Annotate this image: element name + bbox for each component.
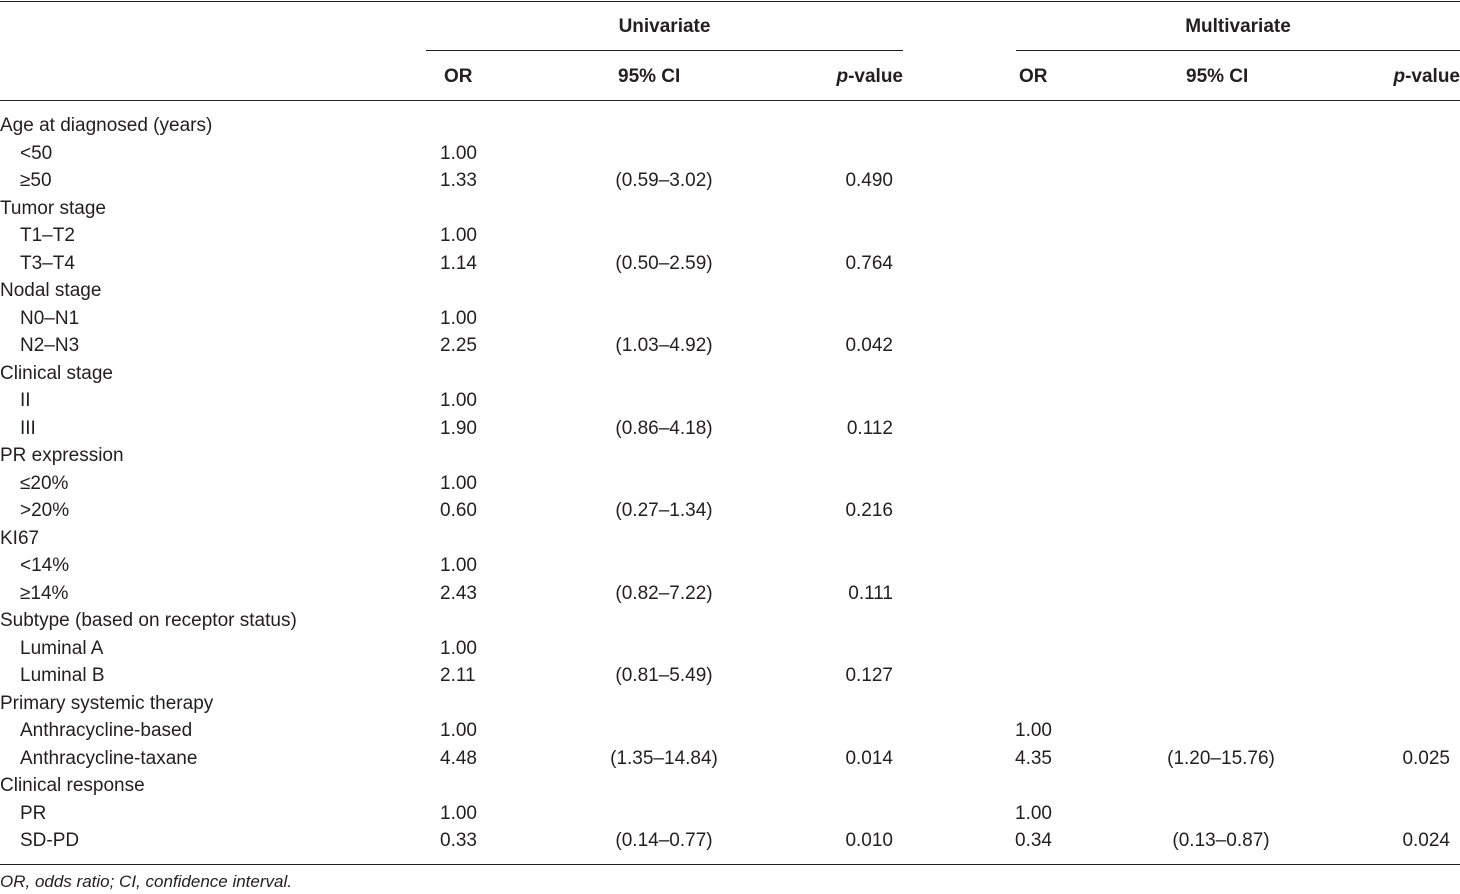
col-header-or-multivariate: OR (1019, 66, 1048, 87)
cell-or-univariate: 1.00 (440, 472, 477, 494)
row-label: <50 (20, 142, 53, 164)
cell-or-univariate: 1.00 (440, 225, 477, 246)
group-label: Nodal stage (0, 280, 102, 301)
cell-or-univariate: 1.00 (440, 307, 477, 329)
cell-or-univariate: 1.00 (440, 637, 477, 659)
row-label: Luminal B (20, 665, 105, 686)
cell-ci-univariate: (0.86–4.18) (615, 417, 713, 439)
cell-or-univariate: 1.14 (440, 252, 477, 274)
cell-pvalue-univariate: 0.111 (848, 582, 893, 604)
row-label: T1–T2 (20, 225, 75, 246)
cell-pvalue-multivariate: 0.025 (1402, 747, 1450, 769)
cell-pvalue-univariate: 0.216 (845, 500, 893, 521)
row-label: Anthracycline-taxane (20, 747, 198, 769)
cell-ci-univariate: (0.82–7.22) (615, 582, 713, 604)
cell-pvalue-multivariate: 0.024 (1402, 830, 1450, 851)
col-header-ci-multivariate: 95% CI (1186, 66, 1249, 87)
group-label: KI67 (0, 527, 40, 549)
cell-or-univariate: 1.00 (440, 802, 477, 824)
row-label: PR (20, 802, 47, 824)
row-label: ≤20% (20, 472, 69, 494)
cell-pvalue-univariate: 0.010 (845, 830, 893, 851)
cell-or-multivariate: 1.00 (1015, 802, 1052, 824)
cell-or-multivariate: 4.35 (1015, 747, 1052, 769)
table-footnote: OR, odds ratio; CI, confidence interval. (0, 872, 292, 891)
table-row (0, 717, 1460, 744)
table-group-row (0, 772, 1460, 799)
cell-pvalue-univariate: 0.127 (845, 665, 893, 686)
row-label: N2–N3 (20, 335, 80, 356)
group-label: Tumor stage (0, 197, 106, 219)
cell-or-univariate: 2.43 (440, 582, 477, 604)
row-label: ≥50 (20, 170, 52, 191)
table-row (0, 140, 1460, 167)
cell-pvalue-univariate: 0.042 (845, 335, 893, 356)
table-row (0, 415, 1460, 442)
row-label: ≥14% (20, 582, 69, 604)
row-label: SD-PD (20, 830, 80, 851)
group-label: Age at diagnosed (years) (0, 115, 213, 136)
pvalue-suffix: -value (848, 66, 903, 87)
cell-or-univariate: 0.60 (440, 500, 477, 521)
cell-or-univariate: 1.00 (440, 390, 477, 411)
col-header-ci-univariate: 95% CI (618, 66, 681, 87)
table-row (0, 662, 1460, 689)
cell-ci-univariate: (1.35–14.84) (610, 747, 718, 769)
cell-pvalue-univariate: 0.112 (846, 417, 893, 439)
table-group-row (0, 277, 1460, 304)
row-label: III (20, 417, 36, 439)
table-group-row (0, 690, 1460, 717)
row-label: Anthracycline-based (20, 720, 193, 741)
cell-or-univariate: 2.25 (440, 335, 477, 356)
table-row (0, 745, 1460, 772)
table-group-row (0, 442, 1460, 469)
cell-or-multivariate: 1.00 (1015, 720, 1052, 741)
pvalue-italic-p: p (836, 66, 849, 87)
cell-ci-univariate: (0.14–0.77) (615, 830, 713, 851)
univariate-span-rule (426, 50, 903, 51)
group-header-univariate: Univariate (618, 16, 711, 37)
cell-or-univariate: 0.33 (440, 830, 477, 851)
table-group-row (0, 525, 1460, 552)
pvalue-suffix: -value (1405, 66, 1460, 87)
cell-ci-multivariate: (0.13–0.87) (1172, 830, 1270, 851)
cell-or-univariate: 1.33 (440, 170, 477, 191)
table-row (0, 387, 1460, 414)
cell-or-univariate: 1.00 (440, 555, 477, 576)
table-top-rule (0, 1, 1460, 2)
cell-pvalue-univariate: 0.490 (845, 170, 893, 191)
header-bottom-rule (0, 100, 1460, 101)
cell-pvalue-univariate: 0.014 (845, 747, 893, 769)
col-header-pvalue-univariate (836, 66, 903, 88)
row-label: II (20, 390, 31, 411)
cell-ci-univariate: (1.03–4.92) (615, 335, 713, 356)
group-label: Clinical stage (0, 362, 113, 384)
row-label: <14% (20, 555, 70, 576)
row-label: T3–T4 (20, 252, 75, 274)
table-group-row (0, 360, 1460, 387)
table-row (0, 332, 1460, 359)
table-group-row (0, 607, 1460, 634)
table-row (0, 635, 1460, 662)
group-label: Primary systemic therapy (0, 692, 214, 714)
pvalue-italic-p: p (1393, 66, 1406, 87)
cell-or-univariate: 4.48 (440, 747, 477, 769)
cell-ci-univariate: (0.27–1.34) (615, 500, 713, 521)
cell-or-multivariate: 0.34 (1015, 830, 1052, 851)
table-row (0, 580, 1460, 607)
group-label: Clinical response (0, 775, 145, 796)
cell-or-univariate: 1.90 (440, 417, 477, 439)
col-header-pvalue-multivariate (1393, 66, 1460, 88)
table-row (0, 222, 1460, 249)
group-label: PR expression (0, 445, 124, 466)
cell-ci-univariate: (0.59–3.02) (615, 170, 713, 191)
cell-ci-multivariate: (1.20–15.76) (1167, 747, 1275, 769)
row-label: >20% (20, 500, 70, 521)
table-row (0, 497, 1460, 524)
table-row (0, 827, 1460, 854)
group-label: Subtype (based on receptor status) (0, 610, 297, 631)
table-row (0, 552, 1460, 579)
group-header-multivariate: Multivariate (1185, 16, 1291, 37)
cell-or-univariate: 2.11 (440, 665, 476, 686)
table-row (0, 470, 1460, 497)
table-bottom-rule (0, 864, 1460, 865)
row-label: Luminal A (20, 637, 104, 659)
table-row (0, 800, 1460, 827)
row-label: N0–N1 (20, 307, 80, 329)
col-header-or-univariate: OR (444, 66, 473, 87)
cell-or-univariate: 1.00 (440, 720, 477, 741)
table-row (0, 250, 1460, 277)
cell-pvalue-univariate: 0.764 (845, 252, 893, 274)
table-row (0, 305, 1460, 332)
cell-ci-univariate: (0.50–2.59) (615, 252, 713, 274)
table-group-row (0, 112, 1460, 139)
multivariate-span-rule (1016, 50, 1460, 51)
table-group-row (0, 195, 1460, 222)
cell-ci-univariate: (0.81–5.49) (615, 665, 713, 686)
table-row (0, 167, 1460, 194)
cell-or-univariate: 1.00 (440, 142, 477, 164)
